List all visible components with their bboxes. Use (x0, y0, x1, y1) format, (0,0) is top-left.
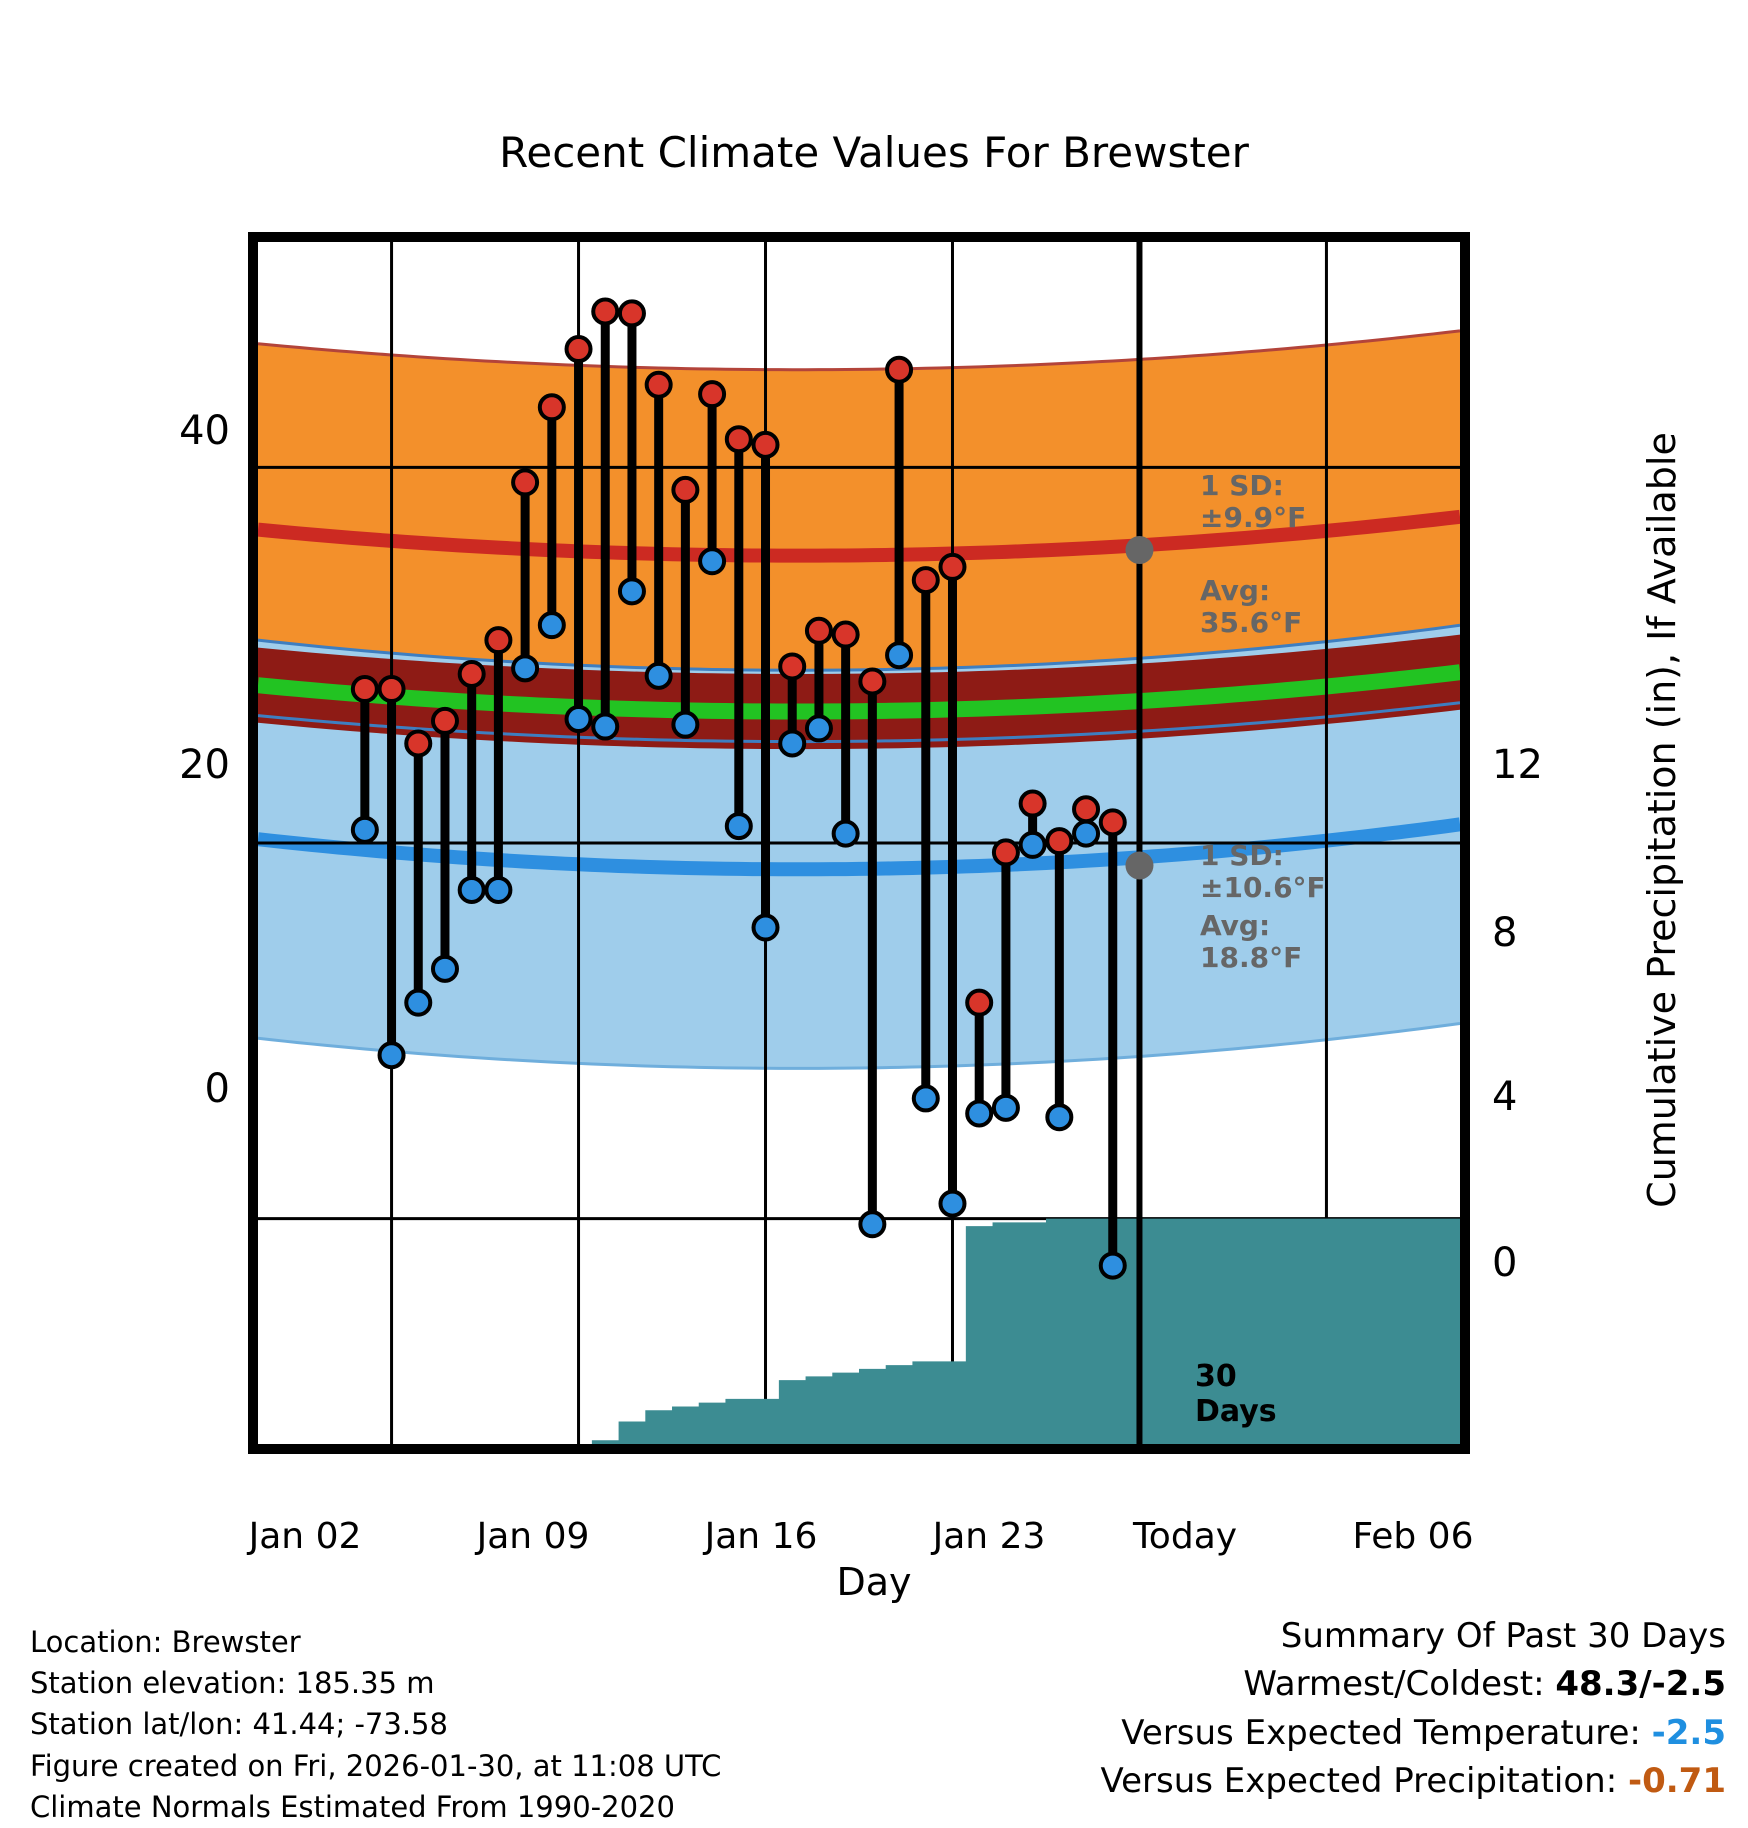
precip-days-annotation (1195, 1360, 1277, 1429)
y-tick-left-40: 40 (179, 408, 230, 454)
low-avg-annotation (1200, 910, 1302, 974)
y-tick-right-0: 0 (1492, 1240, 1518, 1286)
high-avg-label: Avg: (1200, 574, 1271, 607)
y-tick-right-8: 8 (1492, 910, 1518, 956)
y-axis-label-right: Cumulative Precipitation (in), If Available (1640, 432, 1684, 1208)
x-tick-jan-02: Jan 02 (248, 1516, 362, 1557)
summary-vs-precipitation-value: -0.71 (1628, 1760, 1726, 1801)
footer-normals: Climate Normals Estimated From 1990-2020 (30, 1789, 675, 1824)
low-sd-annotation (1200, 840, 1326, 904)
summary-vs-precipitation-label: Versus Expected Precipitation: (1100, 1760, 1618, 1801)
summary-warmest-coldest (1100, 1660, 1726, 1708)
x-tick-jan-23: Jan 23 (932, 1516, 1046, 1557)
low-avg-value: 18.8°F (1200, 941, 1303, 975)
footer-created: Figure created on Fri, 2026-01-30, at 11:08 UTC (30, 1748, 722, 1783)
chart-title: Recent Climate Values For Brewster (499, 128, 1249, 177)
x-tick-feb-06: Feb 06 (1352, 1516, 1474, 1557)
summary-warmest-coldest-label: Warmest/Coldest: (1243, 1664, 1545, 1705)
summary-warmest-coldest-value: 48.3/-2.5 (1555, 1664, 1726, 1705)
summary-vs-temperature-value: -2.5 (1651, 1712, 1726, 1753)
x-axis-label: Day (836, 1560, 912, 1604)
high-sd-label: 1 SD: (1200, 469, 1284, 502)
y-tick-left-0: 0 (204, 1066, 230, 1112)
x-tick-today: Today (1132, 1516, 1238, 1557)
footer-location: Location: Brewster (30, 1625, 301, 1659)
summary-vs-temperature-label: Versus Expected Temperature: (1121, 1712, 1641, 1753)
low-sd-value: ±10.6°F (1200, 871, 1326, 905)
low-sd-label: 1 SD: (1200, 839, 1284, 872)
x-tick-jan-09: Jan 09 (476, 1516, 590, 1557)
footer-latlon: Station lat/lon: 41.44; -73.58 (30, 1707, 448, 1742)
summary-heading: Summary Of Past 30 Days (1280, 1616, 1726, 1656)
x-tick-jan-16: Jan 16 (704, 1516, 818, 1557)
y-tick-right-4: 4 (1492, 1074, 1518, 1120)
footer-elevation: Station elevation: 185.35 m (30, 1666, 435, 1701)
footer-right (1100, 1612, 1726, 1805)
high-avg-value: 35.6°F (1200, 606, 1303, 640)
high-avg-annotation (1200, 575, 1302, 639)
summary-vs-precipitation (1100, 1757, 1726, 1805)
high-sd-annotation (1200, 470, 1306, 534)
summary-vs-temperature (1100, 1709, 1726, 1757)
footer-left (30, 1622, 721, 1828)
precip-days-number: 30 (1195, 1359, 1237, 1394)
precip-days-word: Days (1195, 1393, 1277, 1429)
high-sd-value: ±9.9°F (1200, 501, 1307, 535)
y-tick-right-12: 12 (1492, 742, 1543, 788)
low-avg-label: Avg: (1200, 909, 1271, 942)
y-tick-left-20: 20 (179, 742, 230, 788)
